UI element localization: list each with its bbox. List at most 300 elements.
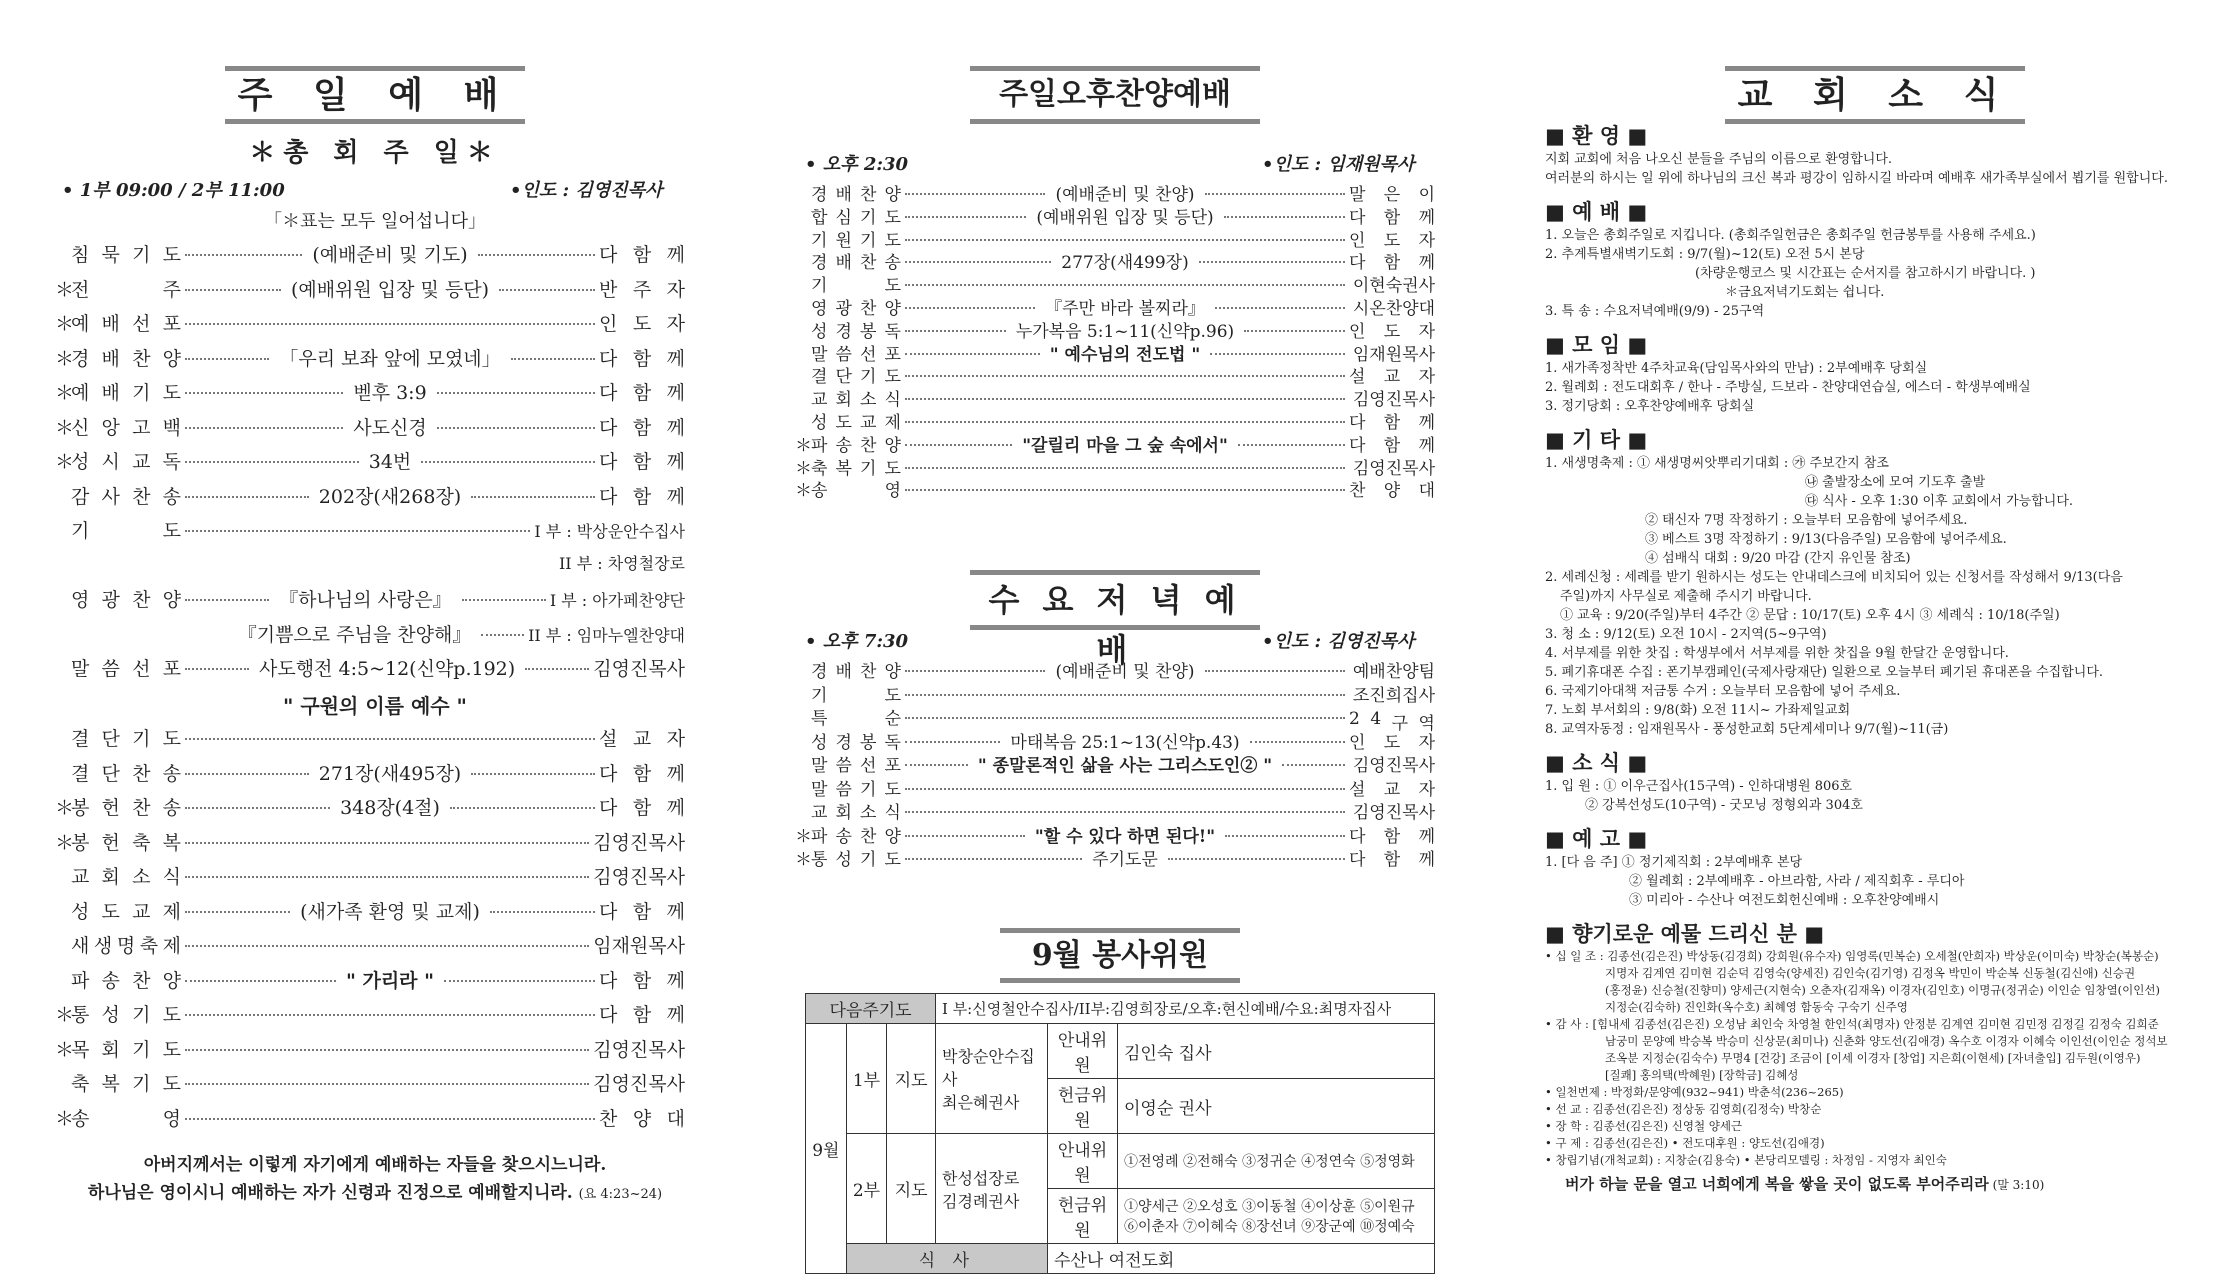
order-label: 결 단 기 도: [811, 367, 901, 388]
part1-guide-label: 지도: [887, 1024, 936, 1134]
leader-dots: [185, 254, 302, 256]
order-person: 인 도 자: [1349, 732, 1436, 753]
leader-dots: [490, 911, 595, 913]
leader-dots: [185, 358, 269, 360]
church-news-title-text: 교 회 소 식: [1737, 74, 2013, 116]
etc-notice: ㉯ 출발장소에 모여 기도후 출발: [1805, 475, 1986, 490]
order-detail: (예배준비 및 찬양): [1055, 185, 1195, 205]
order-label: 교 회 소 식: [71, 866, 181, 888]
order-detail: " 가리라 ": [345, 969, 435, 992]
order-row: [55, 1104, 685, 1131]
offering-line: (홍정윤) 신승철(진향미) 양세근(지현숙) 오춘자(김재옥) 이경자(김인호) 이명규(정귀순) 이인순 임창열(이인선): [1605, 983, 2160, 997]
order-person: 다 함 께: [599, 797, 685, 819]
order-detail: 벧후 3:9: [353, 382, 427, 404]
part1-cell: 1부: [846, 1024, 887, 1134]
leader-dots: [905, 811, 1345, 813]
leader-dots: [462, 599, 546, 601]
order-detail: 사도신경: [353, 416, 427, 439]
order-label: 통 성 기 도: [71, 1004, 181, 1026]
news-notice: ② 강복선성도(10구역) - 굿모닝 정형외과 304호: [1585, 798, 1863, 813]
order-person: 인 도 자: [1349, 230, 1435, 251]
order-detail: 348장(4절): [340, 797, 440, 819]
leader-dots: [905, 261, 1051, 263]
order-label: 통 성 기 도: [811, 850, 901, 870]
part2-usher-label: 안내위원: [1048, 1134, 1118, 1189]
leader-dots: [905, 741, 1000, 743]
leader-dots: [185, 1118, 595, 1120]
order-label: 파 송 찬 양: [811, 826, 901, 847]
order-person: 반 주 자: [599, 278, 685, 301]
worship-notice: (차량운행코스 및 시간표는 순서지를 참고하시기 바랍니다. ): [1695, 266, 2036, 281]
order-row: [55, 828, 685, 855]
leader-dots: [1238, 444, 1345, 446]
leader-dots: [185, 945, 589, 947]
order-detail: 마태복음 25:1~13(신약p.43): [1010, 732, 1240, 753]
sunday-subtitle: ＊총 회 주 일＊: [249, 138, 501, 168]
order-label: 예 배 기 도: [71, 382, 181, 404]
news-notice: 1. 입 원 : ① 이우근집사(15구역) - 인하대병원 806호: [1545, 779, 1853, 794]
order-label: 기 도: [71, 520, 181, 542]
etc-notice: 주일)까지 사무실로 제출해 주시기 바랍니다.: [1560, 589, 1812, 604]
order-label: 파 송 찬 양: [71, 969, 181, 992]
wednesday-worship-title-text: 수 요 저 녁 예 배: [988, 581, 1242, 669]
order-detail: " 예수님의 전도법 ": [1049, 344, 1201, 365]
stand-marker: ＊: [55, 313, 75, 335]
leader-dots: [905, 307, 1035, 309]
order-person: II 부 : 차영철장로: [558, 553, 685, 573]
leader-dots: [1215, 307, 1345, 309]
order-person: 다 함 께: [1349, 435, 1436, 456]
order-person: 다 함 께: [1349, 253, 1435, 274]
order-person: 설 교 자: [1349, 367, 1435, 388]
church-news-title: [1725, 66, 2025, 124]
offering-heading: ■ 향기로운 예물 드리신 분 ■: [1545, 922, 1825, 946]
order-row: [55, 1035, 685, 1062]
welcome-line: 지회 교회에 처음 나오신 분들을 주님의 이름으로 환영합니다.: [1545, 152, 1893, 167]
order-person: 다 함 께: [599, 969, 685, 992]
order-person: 이현숙권사: [1352, 276, 1435, 297]
order-row: [55, 447, 685, 474]
church-news-column: [1545, 0, 2185, 1240]
order-label: 성 시 교 독: [71, 451, 181, 473]
stand-marker: ＊: [55, 1004, 75, 1026]
order-person: II 부 : 임마누엘찬양대: [528, 625, 685, 645]
order-person: 김영진목사: [1352, 756, 1435, 776]
order-detail: (예배준비 및 기도): [312, 244, 468, 266]
order-label: 결 단 찬 송: [71, 762, 181, 785]
order-label: 기 도: [811, 685, 901, 706]
order-row: [55, 482, 685, 509]
order-label: 기 도: [811, 276, 901, 297]
offering-line: 지명자 김계연 김미현 김순덕 김영숙(양세진) 김인숙(김기영) 김정옥 박민이 박순복 신동철(김신애) 신승권: [1605, 966, 2136, 980]
order-row: [55, 793, 685, 820]
sunday-worship-column: [50, 0, 690, 1240]
stand-marker: ＊: [55, 382, 75, 404]
order-label: 말 씀 선 포: [71, 658, 181, 680]
order-row: [795, 775, 1435, 800]
order-row: [55, 275, 685, 302]
order-row: [795, 476, 1435, 501]
stand-marker: ＊: [55, 347, 75, 370]
etc-notice: 8. 교역자동정 : 임재원목사 - 풍성한교회 5단계세미나 9/7(월)~11(금): [1545, 722, 1949, 737]
order-person: 다 함 께: [599, 347, 685, 370]
sunday-verse-line1: 아버지께서는 이렇게 자기에게 예배하는 자들을 찾으시느니라.: [143, 1155, 607, 1175]
order-row: [55, 413, 685, 440]
etc-notice: 4. 서부제를 위한 찻집 : 학생부에서 서부제를 위한 찻집을 9월 한달간 운영합니다.: [1545, 646, 2009, 661]
order-detail: 『기쁨으로 주님을 찬양해』: [237, 623, 472, 646]
order-row: [55, 1000, 685, 1027]
leader-dots: [905, 694, 1345, 696]
worship-notice: ＊금요저녁기도회는 쉽니다.: [1725, 285, 1885, 300]
order-label: 경 배 찬 양: [811, 662, 901, 682]
leader-dots: [525, 668, 589, 670]
leader-dots: [905, 717, 1345, 719]
order-person: 다 함 께: [1349, 826, 1436, 847]
leader-dots: [1250, 741, 1345, 743]
order-person: 김영진목사: [593, 1073, 685, 1095]
order-row: [795, 822, 1435, 847]
order-detail: 271장(새495장): [318, 762, 462, 785]
order-person: 김영진목사: [1352, 390, 1435, 411]
offering-line: • 창립기념(개척교회) : 지창순(김용숙) • 본당리모델링 : 차정임 - 지영자 최인숙: [1545, 1153, 1947, 1167]
leader-dots: [185, 496, 309, 498]
order-label: 성 도 교 제: [811, 413, 901, 433]
leader-dots: [185, 599, 269, 601]
order-row: [795, 454, 1435, 479]
order-row: [55, 966, 685, 993]
etc-notice: 2. 세례신청 : 세례를 받기 원하시는 성도는 안내데스크에 비치되어 있는 신청서를 작성해서 9/13(다음: [1545, 570, 2123, 585]
order-label: 합 심 기 도: [811, 207, 901, 228]
part1-guide-names: 박창순안수집사 최은혜권사: [936, 1024, 1048, 1134]
order-label: 말 씀 기 도: [811, 779, 901, 800]
meal-value: 수산나 여전도회: [1048, 1244, 1435, 1274]
order-label: 침 묵 기 도: [71, 244, 181, 266]
order-label: 신 앙 고 백: [71, 416, 181, 439]
wednesday-leader: •인도 : 김영진목사: [1262, 631, 1415, 652]
order-row: [795, 271, 1435, 296]
leader-dots: [905, 489, 1345, 491]
etc-heading: ■ 기 타 ■: [1545, 428, 1648, 452]
order-label: 경 배 찬 송: [811, 253, 901, 274]
etc-notice: 6. 국제기아대책 저금통 수거 : 오늘부터 모음함에 넣어 주세요.: [1545, 684, 1901, 699]
order-person: 다 함 께: [599, 1004, 685, 1026]
welcome-line: 여러분의 하시는 일 위에 하나님의 크신 복과 평강이 임하시길 바라며 예배후 새가족부실에서 뵙기를 원합니다.: [1545, 171, 2168, 186]
stand-marker: ＊: [795, 826, 812, 847]
part1-usher-value: 김인숙 집사: [1118, 1024, 1435, 1079]
sunday-worship-title-text: 주 일 예 배: [237, 74, 513, 116]
leader-dots: [905, 444, 1012, 446]
leader-dots: [185, 1083, 589, 1085]
offering-line: • 선 교 : 김종선(김은진) 정상동 김영희(김정숙) 박창순: [1545, 1102, 1822, 1116]
order-detail: 「우리 보좌 앞에 모였네」: [279, 347, 501, 370]
offering-line: [질쾌] 홍의택(박혜원) [장학금] 김혜성: [1605, 1068, 1799, 1082]
order-person: 다 함 께: [599, 416, 685, 439]
order-label: 전 주: [71, 278, 181, 301]
order-person: 다 함 께: [599, 451, 685, 473]
order-label: 교 회 소 식: [811, 803, 901, 823]
order-person: 2 4 구 역: [1349, 709, 1435, 734]
order-row: [795, 340, 1435, 365]
stand-marker: ＊: [55, 831, 75, 854]
etc-notice: 5. 폐기휴대폰 수집 : 폰기부캠페인(국제사랑재단) 일환으로 오늘부터 폐기된 휴대폰을 수집합니다.: [1545, 665, 2104, 680]
leader-dots: [1225, 835, 1345, 837]
order-person: 김영진목사: [1352, 458, 1435, 479]
order-person: 다 함 께: [599, 485, 685, 508]
etc-notice: ㉰ 식사 - 오후 1:30 이후 교회에서 가능합니다.: [1805, 494, 2074, 509]
order-row: [795, 408, 1435, 433]
part2-offering-line2: ⑥이춘자 ⑦이혜숙 ⑧장선녀 ⑨장군예 ⑩정예숙: [1124, 1219, 1415, 1235]
leader-dots: [185, 807, 330, 809]
offering-line: 남궁미 문양예 박승복 박승미 신상문(최미나) 신춘화 양도선(김애경) 옥수호 이경자 이혜숙 이인선(이인순 정석보: [1605, 1034, 2168, 1048]
volunteers-title-text: 9월 봉사위원: [1031, 938, 1209, 973]
welcome-heading: ■ 환 영 ■: [1545, 124, 1648, 148]
sunday-time: • 1부 09:00 / 2부 11:00: [62, 180, 285, 201]
stand-marker: ＊: [795, 458, 812, 479]
order-label: 영 광 찬 양: [811, 299, 901, 319]
order-label: 축 복 기 도: [71, 1073, 181, 1095]
order-row: [795, 431, 1435, 456]
order-person: 찬 양 대: [599, 1107, 685, 1130]
order-person: 조진희집사: [1352, 685, 1435, 706]
sunday-worship-title: [225, 66, 525, 124]
sunday-leader: •인도 : 김영진목사: [510, 180, 663, 201]
order-label: 봉 헌 축 복: [71, 831, 181, 854]
etc-notice: ① 교육 : 9/20(주일)부터 4주간 ② 문답 : 10/17(토) 오후 4시 ③ 세례식 : 10/18(주일): [1560, 608, 2060, 623]
order-label: 봉 헌 찬 송: [71, 797, 181, 819]
worship-notice: 1. 오늘은 총회주일로 지킵니다. (총회주일헌금은 총회주일 헌금봉투를 사용해 주세요.): [1545, 228, 2036, 243]
order-row: [55, 585, 685, 612]
order-row: [795, 362, 1435, 387]
order-detail: " 종말론적인 삶을 사는 그리스도인② ": [977, 756, 1273, 776]
order-detail: "갈릴리 마을 그 숲 속에서": [1022, 435, 1228, 456]
order-row: [55, 240, 685, 267]
order-label: 경 배 찬 양: [811, 185, 901, 205]
order-detail: 『하나님의 사랑은』: [279, 589, 452, 611]
order-person: 예배찬양팀: [1352, 662, 1435, 682]
leader-dots: [185, 911, 290, 913]
offering-line: • 장 학 : 김종선(김은진) 신영철 양세근: [1545, 1119, 1743, 1133]
offering-line: • 일천번제 : 박정화/문양예(932~941) 박춘석(236~265): [1545, 1085, 1844, 1099]
order-row: [795, 317, 1435, 342]
part2-guide-label: 지도: [887, 1134, 936, 1244]
order-label: 송 영: [811, 481, 901, 502]
order-label: 기 원 기 도: [811, 230, 901, 251]
stand-marker: ＊: [55, 1107, 75, 1130]
worship-notice: 3. 특 송 : 수요저녁예배(9/9) - 25구역: [1545, 304, 1765, 319]
leader-dots: [905, 835, 1025, 837]
leader-dots: [905, 467, 1345, 469]
closing-verse: [1565, 1175, 2044, 1195]
worship-notice: 2. 추계특별새벽기도회 : 9/7(월)~12(토) 오전 5시 본당: [1545, 247, 1865, 262]
order-row: [55, 516, 685, 543]
part1-usher-label: 안내위원: [1048, 1024, 1118, 1079]
order-row: [55, 862, 685, 889]
leader-dots: [905, 764, 968, 766]
order-row: [795, 845, 1435, 870]
etc-notice: ③ 베스트 3명 작정하기 : 9/13(다음주일) 모음함에 넣어주세요.: [1645, 532, 2007, 547]
sunday-verse-ref: (요 4:23~24): [578, 1187, 663, 1202]
order-person: 김영진목사: [593, 658, 686, 680]
order-row: [55, 344, 685, 371]
next-prayer-value: I 부:신영철안수집사/II부:김영희장로/오후:현신예배/수요:최명자집사: [936, 994, 1435, 1024]
order-label: 말 씀 선 포: [811, 756, 901, 776]
order-person: 설 교 자: [1349, 779, 1435, 800]
afternoon-leader: •인도 : 임재원목사: [1262, 154, 1415, 175]
order-label: 새 생 명 축 제: [71, 935, 181, 957]
part2-usher-value: ①전영례 ②전해숙 ③정귀순 ④정연숙 ⑤정영화: [1118, 1134, 1435, 1189]
news-heading: ■ 소 식 ■: [1545, 751, 1648, 775]
offering-line: • 십 일 조 : 김종선(김은진) 박상동(김경희) 강희원(유수자) 임영록(민복순) 오세철(안희자) 박상운(이미숙) 박창순(복봉순): [1545, 949, 2159, 963]
order-label: 감 사 찬 송: [71, 485, 181, 508]
stand-marker: ＊: [55, 451, 75, 473]
sunday-verse-line2: [50, 1178, 700, 1203]
leader-dots: [1205, 670, 1345, 672]
order-person: 찬 양 대: [1349, 481, 1435, 502]
order-row: [795, 294, 1435, 319]
order-row: [55, 654, 685, 681]
order-detail: 277장(새499장): [1061, 253, 1189, 274]
part2-offering-line1: ①양세근 ②오성호 ③이동철 ④이상훈 ⑤이원규: [1124, 1199, 1415, 1215]
offering-line: 조옥분 지정순(김숙수) 무명4 [건강] 조금이 [이세 이경자 [창업] 지은희(이현세) [자녀출입] 김두원(이영우): [1605, 1051, 2141, 1065]
stand-marker: ＊: [55, 416, 75, 439]
order-label: 결 단 기 도: [71, 728, 181, 750]
order-person: 말 은 이: [1349, 185, 1435, 205]
order-person: 설 교 자: [599, 728, 685, 750]
order-detail: 34번: [368, 451, 412, 473]
order-row: [55, 309, 685, 336]
month-cell: 9월: [806, 1024, 847, 1274]
order-label: 특 순: [811, 709, 901, 729]
leader-dots: [185, 1049, 589, 1051]
order-label: 말 씀 선 포: [811, 344, 901, 365]
preview-heading: ■ 예 고 ■: [1545, 827, 1648, 851]
etc-notice: ② 태신자 7명 작정하기 : 오늘부터 모음함에 넣어주세요.: [1645, 513, 1968, 528]
order-person: 다 함 께: [599, 900, 685, 923]
stand-marker: ＊: [55, 797, 75, 819]
leader-dots: [185, 323, 595, 325]
order-row: [795, 226, 1435, 251]
leader-dots: [511, 358, 595, 360]
meeting-notice: 3. 정기당회 : 오후찬양예배후 당회실: [1545, 399, 1755, 414]
leader-dots: [499, 289, 595, 291]
leader-dots: [1199, 261, 1345, 263]
leader-dots: [185, 427, 343, 429]
leader-dots: [1282, 764, 1345, 766]
worship-heading: ■ 예 배 ■: [1545, 200, 1648, 224]
leader-dots: [905, 788, 1345, 790]
leader-dots: [185, 876, 589, 878]
stand-marker: ＊: [55, 278, 75, 301]
order-label: 목 회 기 도: [71, 1038, 181, 1061]
leader-dots: [905, 239, 1345, 241]
etc-notice: 3. 청 소 : 9/12(토) 오전 10시 - 2지역(5~9구역): [1545, 627, 1827, 642]
order-person: 김영진목사: [593, 1038, 685, 1061]
order-row: [55, 1069, 685, 1096]
leader-dots: [905, 284, 1345, 286]
order-label: 예 배 선 포: [71, 313, 181, 335]
meeting-notice: 1. 새가족정착반 4주차교육(담임목사와의 만남) : 2부예배후 당회실: [1545, 361, 1928, 376]
leader-dots: [185, 289, 281, 291]
order-row: [55, 724, 685, 751]
afternoon-worship-title-text: 주일오후찬양예배: [999, 77, 1231, 112]
order-person: 김영진목사: [593, 831, 685, 854]
leader-dots: [905, 670, 1045, 672]
order-person: I 부 : 박상운안수집사: [534, 522, 685, 541]
order-person: 인 도 자: [1349, 321, 1436, 342]
afternoon-worship-column: [795, 0, 1440, 1271]
sunday-verse-text: 하나님은 영이시니 예배하는 자가 신령과 진정으로 예배할지니라.: [87, 1183, 573, 1203]
leader-dots: [905, 398, 1345, 400]
etc-notice: ④ 섬배식 대회 : 9/20 마감 (간지 유인물 참조): [1645, 551, 1911, 566]
wednesday-worship-title: [970, 570, 1260, 669]
order-person: 임재원목사: [593, 935, 685, 957]
order-person: 임재원목사: [1352, 344, 1435, 365]
order-row: [55, 378, 685, 405]
leader-dots: [1168, 858, 1345, 860]
order-row: [795, 248, 1435, 273]
order-label: 영 광 찬 양: [71, 589, 181, 611]
meeting-heading: ■ 모 임 ■: [1545, 333, 1648, 357]
order-detail: (예배위원 입장 및 등단): [1036, 207, 1214, 228]
etc-notice: 1. 새생명축제 : ① 새생명씨앗뿌리기대회 : ㉮ 주보간지 참조: [1545, 456, 1889, 471]
leader-dots: [905, 375, 1345, 377]
order-label: 성 도 교 제: [71, 900, 181, 923]
afternoon-worship-title: [970, 66, 1260, 124]
leader-dots: [905, 216, 1026, 218]
next-prayer-label: 다음주기도: [806, 994, 936, 1024]
leader-dots: [185, 668, 249, 670]
order-label: 성 경 봉 독: [811, 321, 901, 342]
part2-offering-value: [1118, 1189, 1435, 1244]
order-label: 교 회 소 식: [811, 390, 901, 411]
order-detail: 누가복음 5:1~11(신약p.96): [1015, 321, 1235, 342]
order-person: 다 함 께: [1349, 413, 1435, 433]
leader-dots: [1224, 216, 1345, 218]
leader-dots: [185, 980, 336, 982]
volunteers-table: [805, 993, 1435, 1274]
leader-dots: [444, 980, 595, 982]
leader-dots: [185, 738, 595, 740]
closing-verse-text: 버가 하늘 문을 열고 너희에게 복을 쌓을 곳이 없도록 부어주리라: [1565, 1175, 1989, 1193]
volunteers-title: [1000, 928, 1240, 983]
order-person: 시온찬양대: [1352, 299, 1436, 319]
leader-dots: [478, 254, 595, 256]
order-row: [795, 681, 1435, 706]
afternoon-time: • 오후 2:30: [805, 154, 909, 175]
order-person: 다 함 께: [1349, 850, 1436, 870]
preview-notice: ② 월례회 : 2부예배후 - 아브라함, 사라 / 제직회후 - 루디아: [1629, 874, 1965, 889]
stand-marker: ＊: [795, 481, 812, 502]
leader-dots: [905, 193, 1045, 195]
offering-line: • 구 제 : 김종선(김은진) • 전도대후원 : 양도선(김애경): [1545, 1136, 1825, 1150]
leader-dots: [450, 807, 595, 809]
leader-dots: [1205, 193, 1345, 195]
leader-dots: [437, 392, 595, 394]
leader-dots: [185, 842, 589, 844]
leader-dots: [905, 421, 1345, 423]
order-row: [795, 385, 1435, 410]
meeting-notice: 2. 월례회 : 전도대회후 / 한나 - 주방실, 드보라 - 찬양대연습실, 에스더 - 학생부예배실: [1545, 380, 2031, 395]
preview-notice: ③ 미리아 - 수산나 여전도회헌신예배 : 오후찬양예배시: [1629, 893, 1940, 908]
order-row: [795, 751, 1435, 776]
closing-verse-ref: (말 3:10): [1988, 1178, 2045, 1192]
offering-line: • 감 사 : [힘내세 김종선(김은진) 오성남 최인숙 차영철 한인석(최명자) 안정분 김계연 김미현 김민정 김정길 김정숙 김희준: [1545, 1017, 2159, 1031]
order-detail: (새가족 환영 및 교제): [300, 900, 480, 923]
order-person: I 부 : 아가페찬양단: [549, 591, 686, 610]
order-row: [795, 728, 1435, 753]
order-row: [795, 798, 1435, 823]
leader-dots: [185, 461, 359, 463]
